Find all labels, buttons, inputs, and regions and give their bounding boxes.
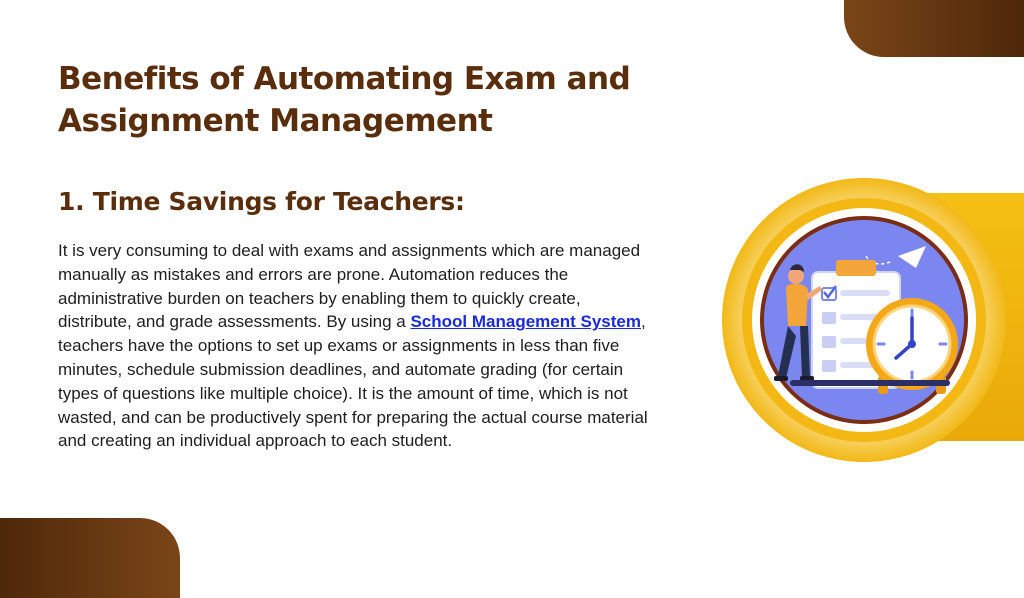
bottom-left-decoration (0, 518, 180, 598)
section-heading: 1. Time Savings for Teachers: (58, 187, 465, 216)
floor-line (790, 380, 950, 386)
body-paragraph (58, 239, 658, 453)
paragraph-text-before-link: It is very consuming to deal with exams and assignments which are managed manually as mistakes and errors are prone. Automation reduces the administrative burden on teachers by enabling them to quickly create, distribute, and grade assessments. By using a (58, 241, 641, 332)
illustration (720, 176, 1010, 466)
top-right-decoration (844, 0, 1024, 57)
slide-title: Benefits of Automating Exam and Assignment Management (58, 61, 631, 139)
paragraph-text-after-link: , teachers have the options to set up exams or assignments in less than five minutes, schedule submission deadlines, and automate grading (for certain types of questions like multiple choice). It is the amount of time, which is not wasted, and can be productively spent for preparing the actual course material and creating an individual approach to each student. (58, 312, 648, 451)
school-management-system-link[interactable]: School Management System (410, 312, 641, 332)
clock-icon (866, 298, 958, 394)
